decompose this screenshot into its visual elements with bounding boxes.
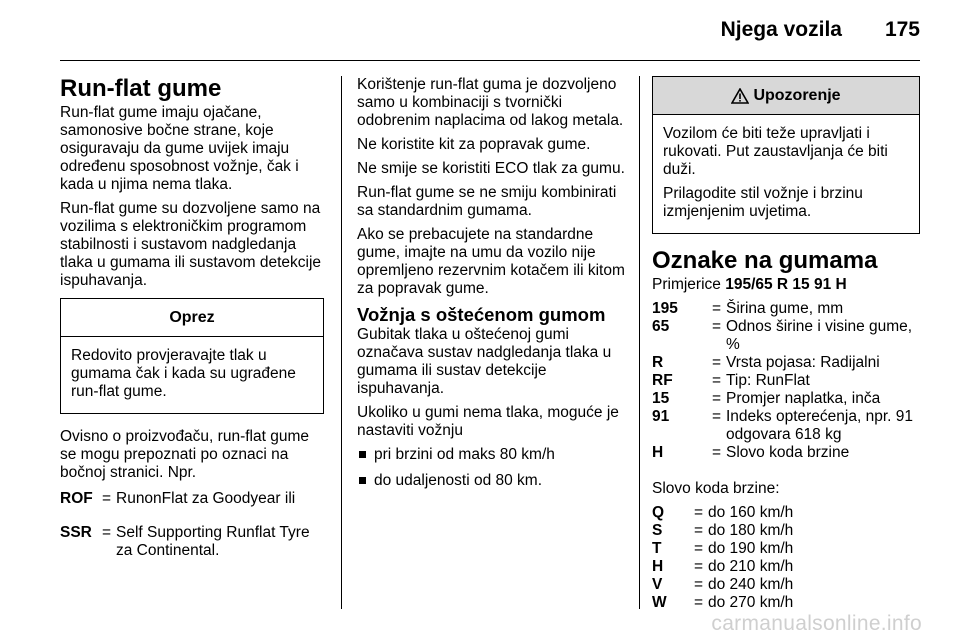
code-key: 195 [652,300,678,317]
code-eq: = [712,390,722,407]
definition-list [60,524,324,560]
speed-key: W [652,594,667,611]
warning-box [652,76,920,234]
speed-value: do 270 km/h [708,594,794,611]
speed-value: do 210 km/h [708,558,794,575]
speed-value: do 190 km/h [708,540,794,557]
code-eq: = [712,354,722,371]
code-value: Odnos širine i visine gume, % [726,318,913,353]
speed-eq: = [694,576,704,593]
code-eq: = [712,300,722,317]
code-eq: = [712,318,722,335]
code-key: H [652,444,664,461]
bullet-list [357,446,625,490]
paragraph: Gubitak tlaka u oštećenoj gumi označava sustav nadgledanja tlaka u gumama ili sustav detekcije ispuhavanja. [357,326,612,397]
definition-list [60,490,324,508]
speed-key: T [652,540,662,557]
warning-triangle-icon [731,88,749,104]
code-value: Tip: RunFlat [726,372,810,389]
paragraph: Ukoliko u gumi nema tlaka, moguće je nastaviti vožnju [357,404,619,439]
paragraph: Korištenje run-flat guma je dozvoljeno samo u kombinaciji s tvornički odobrenim naplacima od lakog metala. [357,76,624,129]
code-value: Promjer naplatka, inča [726,390,881,407]
code-key: RF [652,372,673,389]
speed-key: V [652,576,663,593]
speed-code-list [652,504,920,612]
speed-code-label: Slovo koda brzine: [652,480,780,497]
column-3 [652,76,920,612]
header-rule [60,60,920,61]
def-key: ROF [60,490,93,507]
code-value: Širina gume, mm [726,300,844,317]
page-number: 175 [884,18,920,41]
code-eq: = [712,372,722,389]
column-divider [639,76,640,609]
warning-header [653,77,919,115]
warning-text: Prilagodite stil vožnje i brzinu izmjenjenim uvjetima. [663,185,863,220]
caution-text: Redovito provjeravajte tlak u gumama čak i kada su ugrađene run-flat gume. [71,347,296,400]
section-heading-run-flat: Run-flat gume [60,75,222,102]
speed-value: do 240 km/h [708,576,794,593]
example-line [652,276,920,294]
speed-value: do 160 km/h [708,504,794,521]
speed-key: Q [652,504,665,521]
page-header [0,0,960,62]
warning-title: Upozorenje [753,86,841,104]
code-key: 91 [652,408,670,425]
code-key: R [652,354,664,371]
code-key: 65 [652,318,670,335]
code-key: 15 [652,390,670,407]
speed-eq: = [694,558,704,575]
code-value: Indeks opterećenja, npr. 91 odgovara 618 kg [726,408,913,443]
paragraph: Run-flat gume se ne smiju kombinirati sa standardnim gumama. [357,184,617,219]
speed-key: S [652,522,663,539]
def-key: SSR [60,524,92,541]
speed-eq: = [694,522,704,539]
tyre-code-list [652,300,920,462]
paragraph: Ako se prebacujete na standardne gume, imajte na umu da vozilo nije opremljeno rezervnim kotačem ili kitom za popravak gume. [357,226,625,297]
paragraph: Ne smije se koristiti ECO tlak za gumu. [357,160,625,177]
list-item: do udaljenosti od 80 km. [357,472,625,490]
speed-eq: = [694,540,704,557]
watermark: carmanualsonline.info [711,612,922,635]
column-2 [357,76,625,498]
list-item: pri brzini od maks 80 km/h [357,446,625,464]
def-value: Self Supporting Runflat Tyre za Continental. [116,524,310,559]
example-code: 195/65 R 15 91 H [725,276,847,293]
def-value: RunonFlat za Goodyear ili [116,490,296,507]
caution-title: Oprez [61,299,323,337]
paragraph: Run-flat gume imaju ojačane, samonosive bočne strane, koje osiguravaju da gume uvijek imaju određenu sposobnost vožnje, čak i kada u njima nema tlaka. [60,104,299,193]
speed-value: do 180 km/h [708,522,794,539]
paragraph: Ovisno o proizvođaču, run-flat gume se mogu prepoznati po oznaci na bočnoj stranici. Npr. [60,428,309,481]
speed-eq: = [694,504,704,521]
def-eq: = [102,490,112,507]
warning-text: Vozilom će biti teže upravljati i rukovati. Put zaustavljanja će biti duži. [663,125,888,178]
paragraph: Run-flat gume su dozvoljene samo na vozilima s elektroničkim programom stabilnosti i sustavom nadgledanja tlaka u gumama ili sustavom detekcije ispuhavanja. [60,200,322,289]
code-value: Vrsta pojasa: Radijalni [726,354,880,371]
header-title: Njega vozila [720,18,842,41]
caution-box [60,298,324,414]
speed-key: H [652,558,664,575]
example-label: Primjerice [652,276,721,293]
column-1 [60,76,324,560]
paragraph: Ne koristite kit za popravak gume. [357,136,591,153]
code-value: Slovo koda brzine [726,444,850,461]
subheading-damaged-tyre: Vožnja s oštećenom gumom [357,304,606,325]
speed-eq: = [694,594,704,611]
def-eq: = [102,524,112,541]
code-eq: = [712,444,722,461]
column-divider [341,76,342,609]
section-heading-tyre-markings: Oznake na gumama [652,247,878,274]
code-eq: = [712,408,722,425]
